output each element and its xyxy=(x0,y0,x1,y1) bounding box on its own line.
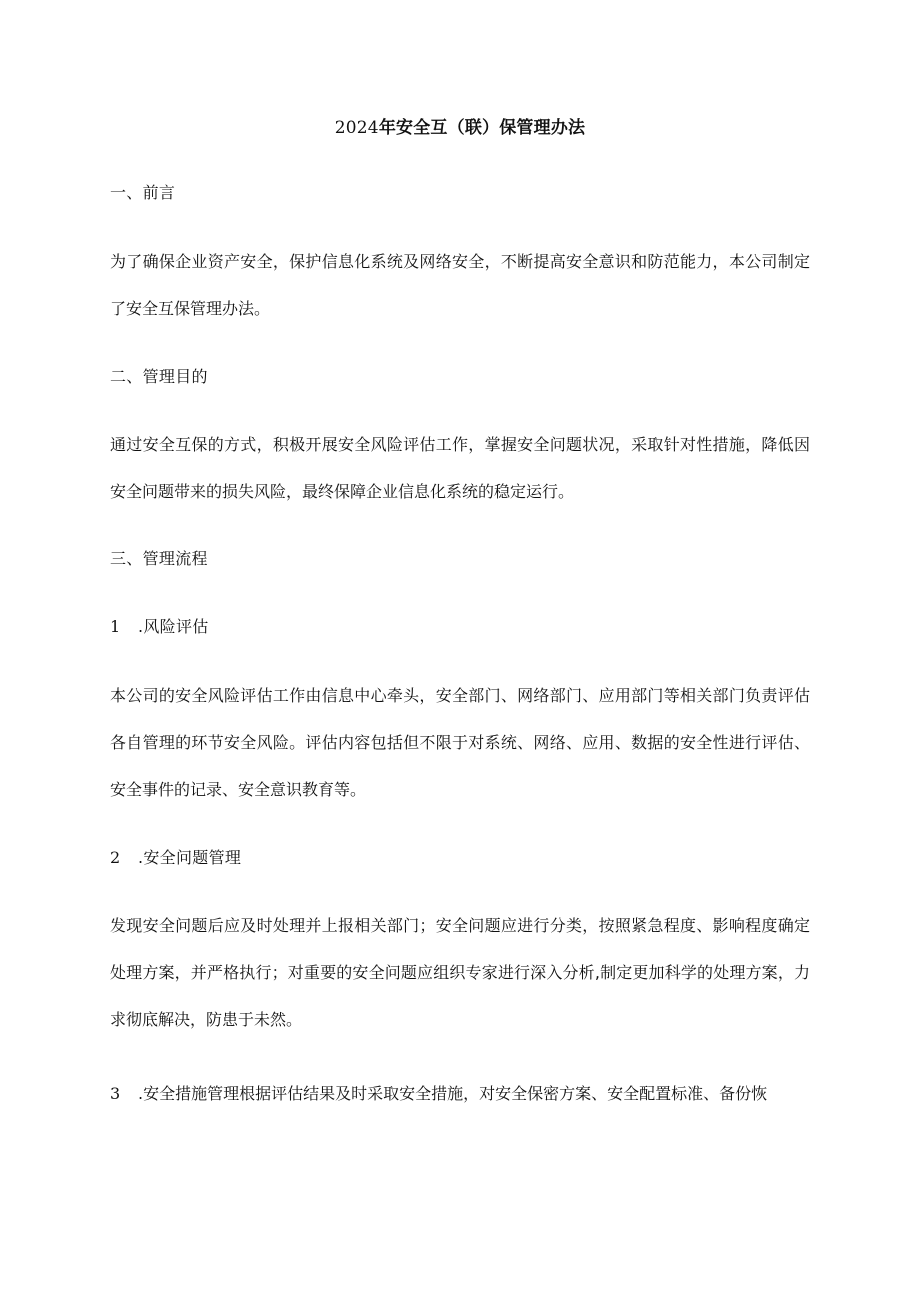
item-2-heading xyxy=(110,846,810,870)
section-1-heading: 一、前言 xyxy=(110,183,176,202)
item-3-text: .安全措施管理根据评估结果及时采取安全措施，对安全保密方案、安全配置标准、备份恢 xyxy=(138,1084,768,1103)
section-3-heading: 三、管理流程 xyxy=(110,549,208,568)
item-1-number: 1 xyxy=(110,617,121,636)
item-1-heading xyxy=(110,615,810,639)
item-3-line xyxy=(110,1082,810,1106)
section-1-paragraph: 为了确保企业资产安全，保护信息化系统及网络安全，不断提高安全意识和防范能力，本公司制定了安全互保管理办法。 xyxy=(110,252,810,318)
item-1-paragraph: 本公司的安全风险评估工作由信息中心牵头，安全部门、网络部门、应用部门等相关部门负责评估各自管理的环节安全风险。评估内容包括但不限于对系统、网络、应用、数据的安全性进行评估、安全事件的记录、安全意识教育等。 xyxy=(110,686,810,799)
section-2-heading: 二、管理目的 xyxy=(110,367,208,386)
item-2-number: 2 xyxy=(110,848,121,867)
item-3-number: 3 xyxy=(110,1084,121,1103)
title-year: 2024 xyxy=(334,118,379,138)
document-title xyxy=(0,116,920,140)
item-2-paragraph: 发现安全问题后应及时处理并上报相关部门；安全问题应进行分类，按照紧急程度、影响程度确定处理方案，并严格执行；对重要的安全问题应组织专家进行深入分析,制定更加科学的处理方案，力求彻底解决，防患于未然。 xyxy=(110,916,810,1029)
section-2-paragraph: 通过安全互保的方式，积极开展安全风险评估工作，掌握安全问题状况，采取针对性措施，降低因安全问题带来的损失风险，最终保障企业信息化系统的稳定运行。 xyxy=(110,435,810,501)
item-2-title: .安全问题管理 xyxy=(138,848,242,867)
item-1-title: .风险评估 xyxy=(138,617,209,636)
title-text: 年安全互（联）保管理办法 xyxy=(378,118,586,138)
